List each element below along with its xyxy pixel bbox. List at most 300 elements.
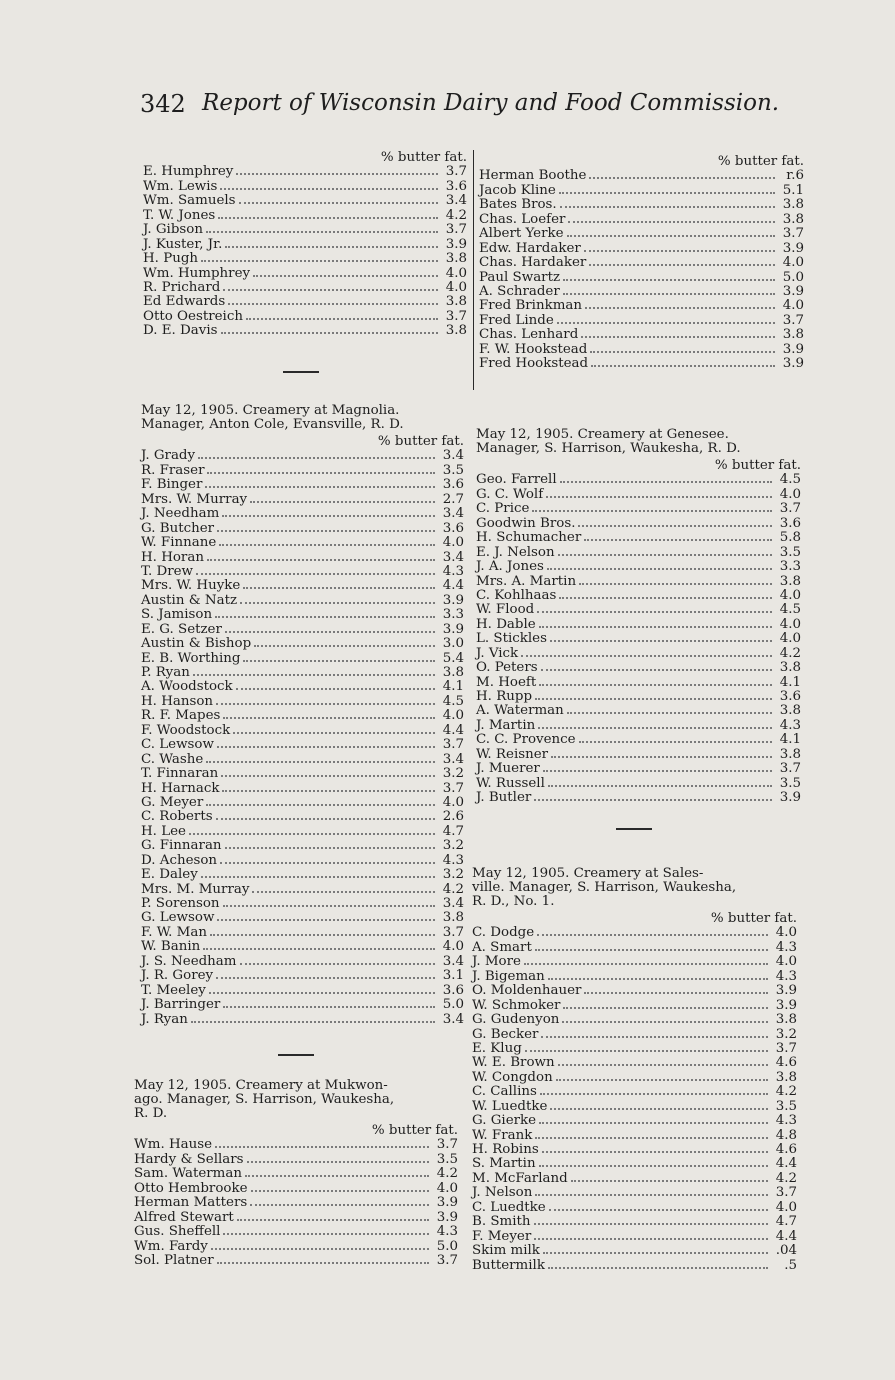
- table-row: [479, 227, 804, 241]
- section-divider: [278, 1054, 314, 1056]
- patron-name: J. Ryan: [141, 1011, 188, 1027]
- table-row: [472, 1128, 797, 1142]
- dot-leader: [541, 1036, 768, 1038]
- patron-name: F. Binger: [141, 477, 203, 493]
- patron-name: Fred Brinkman: [479, 298, 583, 314]
- patron-name: A. Woodstock: [141, 679, 233, 695]
- butter-fat-value: 3.4: [442, 448, 464, 464]
- dot-leader: [571, 1180, 768, 1182]
- column-rule: [473, 150, 474, 390]
- table-row: [472, 1085, 797, 1099]
- patron-name: M. Hoeft: [476, 674, 537, 690]
- patron-name: H. Lee: [141, 823, 186, 839]
- dot-leader: [254, 645, 435, 647]
- butter-fat-value: 4.0: [782, 298, 804, 314]
- patron-name: E. G. Setzer: [141, 621, 222, 637]
- butter-fat-value: 4.8: [775, 1127, 797, 1143]
- butter-fat-value: 3.7: [779, 501, 801, 517]
- butter-fat-value: 3.5: [442, 462, 464, 478]
- dot-leader: [221, 332, 439, 334]
- table-row: [141, 449, 464, 463]
- patron-name: W. Banin: [141, 939, 201, 955]
- patron-name: J. Martin: [476, 717, 536, 733]
- dot-leader: [535, 1137, 768, 1139]
- table-row: [141, 565, 464, 579]
- butter-fat-value: 3.8: [775, 1012, 797, 1028]
- table-left-top: [143, 151, 467, 338]
- table-row: [143, 252, 467, 266]
- dot-leader: [562, 1021, 768, 1023]
- butter-fat-value: 4.0: [775, 925, 797, 941]
- butter-fat-value: 4.0: [775, 1199, 797, 1215]
- table-row: [479, 328, 804, 342]
- butter-fat-value: 3.8: [779, 746, 801, 762]
- heading-line: Manager, Anton Cole, Evansville, R. D.: [141, 417, 404, 432]
- patron-name: C. Price: [476, 501, 530, 517]
- patron-name: M. McFarland: [472, 1170, 568, 1186]
- patron-name: Goodwin Bros.: [476, 515, 576, 531]
- table-row: [141, 796, 464, 810]
- butter-fat-value: 3.7: [775, 1040, 797, 1056]
- dot-leader: [237, 1219, 429, 1221]
- butter-fat-value: 2.7: [442, 491, 464, 507]
- column-header: % butter fat.: [714, 458, 801, 473]
- butter-fat-value: 4.1: [779, 674, 801, 690]
- butter-fat-value: 3.9: [436, 1195, 458, 1211]
- dot-leader: [245, 1175, 429, 1177]
- dot-leader: [191, 1021, 435, 1023]
- butter-fat-value: 3.9: [442, 592, 464, 608]
- patron-name: C. Kohlhaas: [476, 587, 557, 603]
- table-row: [476, 646, 801, 660]
- butter-fat-value: 4.0: [436, 1180, 458, 1196]
- patron-name: L. Stickles: [476, 631, 547, 647]
- patron-name: G. Gierke: [472, 1113, 537, 1129]
- patron-name: W. Reisner: [476, 746, 549, 762]
- table-row: [472, 1027, 797, 1041]
- heading-line: May 12, 1905. Creamery at Genesee.: [476, 427, 729, 442]
- dot-leader: [217, 530, 435, 532]
- dot-leader: [560, 206, 775, 208]
- dot-leader: [540, 1093, 768, 1095]
- patron-name: A. Waterman: [476, 703, 564, 719]
- butter-fat-value: 4.7: [775, 1214, 797, 1230]
- table-row: [143, 208, 467, 222]
- patron-name: R. Prichard: [143, 279, 221, 295]
- dot-leader: [216, 703, 435, 705]
- table-row: [476, 560, 801, 574]
- table-row: [476, 675, 801, 689]
- butter-fat-value: 3.9: [782, 283, 804, 299]
- section-heading: [141, 404, 464, 432]
- table-row: [143, 309, 467, 323]
- table-row: [476, 776, 801, 790]
- butter-fat-value: 4.0: [442, 708, 464, 724]
- dot-leader: [539, 684, 772, 686]
- table-row: [479, 299, 804, 313]
- dot-leader: [560, 481, 772, 483]
- table-row: [141, 536, 464, 550]
- patron-name: Mrs. A. Martin: [476, 573, 577, 589]
- table-row: [472, 1056, 797, 1070]
- butter-fat-value: 3.8: [442, 910, 464, 926]
- patron-name: Austin & Bishop: [141, 636, 252, 652]
- table-row: [141, 752, 464, 766]
- butter-fat-value: 3.7: [445, 308, 467, 324]
- dot-leader: [539, 1165, 768, 1167]
- table-row: [479, 313, 804, 327]
- patron-name: Sam. Waterman: [134, 1166, 242, 1182]
- table-row: [143, 281, 467, 295]
- patron-name: O. Moldenhauer: [472, 983, 582, 999]
- butter-fat-value: 4.5: [779, 472, 801, 488]
- patron-name: C. C. Provence: [476, 732, 576, 748]
- dot-leader: [543, 770, 772, 772]
- patron-name: J. Needham: [141, 506, 220, 522]
- dot-leader: [223, 1006, 435, 1008]
- table-row: [134, 1167, 458, 1181]
- butter-fat-value: 3.8: [782, 327, 804, 343]
- butter-fat-value: 4.2: [775, 1170, 797, 1186]
- patron-name: Herman Matters: [134, 1195, 248, 1211]
- butter-fat-value: 3.8: [775, 1069, 797, 1085]
- table-row: [143, 194, 467, 208]
- patron-name: W. Frank: [472, 1127, 533, 1143]
- butter-fat-value: 3.8: [779, 703, 801, 719]
- table-row: [472, 1244, 797, 1258]
- patron-name: Chas. Lenhard: [479, 327, 579, 343]
- butter-fat-value: 4.2: [445, 207, 467, 223]
- dot-leader: [222, 790, 435, 792]
- dot-leader: [559, 597, 772, 599]
- patron-name: E. B. Worthing: [141, 650, 241, 666]
- butter-fat-value: 3.9: [436, 1209, 458, 1225]
- table-row: [141, 478, 464, 492]
- table-row: [141, 983, 464, 997]
- patron-name: Skim milk: [472, 1243, 540, 1259]
- table-row: [479, 212, 804, 226]
- butter-fat-value: 3.8: [445, 294, 467, 310]
- butter-fat-value: 3.9: [782, 240, 804, 256]
- butter-fat-value: 3.9: [782, 341, 804, 357]
- butter-fat-value: 3.5: [436, 1151, 458, 1167]
- table-row: [134, 1138, 458, 1152]
- table-row: [141, 608, 464, 622]
- patron-name: D. Acheson: [141, 852, 218, 868]
- table-magnolia: [141, 404, 464, 1027]
- table-row: [472, 1042, 797, 1056]
- butter-fat-value: 4.0: [442, 939, 464, 955]
- dot-leader: [557, 322, 775, 324]
- butter-fat-value: 4.1: [779, 732, 801, 748]
- table-row: [476, 747, 801, 761]
- table-row: [476, 574, 801, 588]
- butter-fat-value: 4.0: [779, 587, 801, 603]
- patron-name: E. Humphrey: [143, 164, 234, 180]
- patron-name: J. More: [472, 954, 521, 970]
- dot-leader: [548, 1267, 768, 1269]
- dot-leader: [236, 173, 438, 175]
- patron-name: G. Becker: [472, 1026, 539, 1042]
- table-row: [134, 1196, 458, 1210]
- dot-leader: [541, 669, 772, 671]
- butter-fat-value: 4.2: [775, 1084, 797, 1100]
- dot-leader: [233, 732, 435, 734]
- butter-fat-value: 4.7: [442, 823, 464, 839]
- dot-leader: [581, 336, 775, 338]
- table-row: [472, 1114, 797, 1128]
- table-row: [143, 165, 467, 179]
- patron-name: Otto Oestreich: [143, 308, 243, 324]
- table-row: [472, 969, 797, 983]
- dot-leader: [584, 250, 775, 252]
- butter-fat-value: 3.4: [442, 953, 464, 969]
- dot-leader: [198, 457, 435, 459]
- butter-fat-value: 5.0: [436, 1238, 458, 1254]
- patron-name: J. Nelson: [472, 1185, 533, 1201]
- table-row: [472, 1258, 797, 1272]
- dot-leader: [579, 583, 772, 585]
- butter-fat-value: 4.0: [779, 631, 801, 647]
- dot-leader: [537, 611, 772, 613]
- dot-leader: [220, 188, 438, 190]
- patron-name: J. Bigeman: [472, 968, 545, 984]
- patron-name: E. J. Nelson: [476, 544, 555, 560]
- table-row: [476, 733, 801, 747]
- dot-leader: [206, 804, 435, 806]
- dot-leader: [216, 818, 435, 820]
- dot-leader: [218, 217, 438, 219]
- butter-fat-value: 3.7: [782, 312, 804, 328]
- butter-fat-value: 4.6: [775, 1142, 797, 1157]
- butter-fat-value: 3.5: [779, 544, 801, 560]
- patron-name: J. Grady: [141, 448, 196, 464]
- table-row: [479, 342, 804, 356]
- butter-fat-value: 3.8: [445, 323, 467, 339]
- patron-name: Mrs. W. Huyke: [141, 578, 241, 594]
- table-row: [472, 1200, 797, 1214]
- butter-fat-value: 4.0: [445, 279, 467, 295]
- butter-fat-value: 3.8: [779, 660, 801, 676]
- patron-name: G. Butcher: [141, 520, 215, 536]
- dot-leader: [240, 602, 435, 604]
- patron-name: Mrs. W. Murray: [141, 491, 248, 507]
- dot-leader: [250, 501, 435, 503]
- butter-fat-value: 3.4: [442, 549, 464, 565]
- dot-leader: [228, 303, 438, 305]
- butter-fat-value: 4.4: [442, 722, 464, 738]
- patron-name: Ed Edwards: [143, 294, 226, 310]
- table-row: [141, 839, 464, 853]
- butter-fat-value: 3.0: [442, 636, 464, 652]
- table-row: [476, 632, 801, 646]
- table-row: [141, 723, 464, 737]
- patron-name: Herman Boothe: [479, 168, 587, 184]
- patron-name: B. Smith: [472, 1214, 531, 1230]
- butter-fat-value: 4.0: [445, 265, 467, 281]
- dot-leader: [525, 1050, 768, 1052]
- table-row: [476, 791, 801, 805]
- table-row: [134, 1225, 458, 1239]
- patron-name: D. E. Davis: [143, 323, 218, 339]
- dot-leader: [547, 568, 772, 570]
- table-row: [141, 507, 464, 521]
- patron-name: E. Klug: [472, 1040, 522, 1056]
- butter-fat-value: 3.6: [442, 477, 464, 493]
- table-row: [141, 925, 464, 939]
- butter-fat-value: 3.8: [445, 251, 467, 267]
- butter-fat-value: 3.9: [775, 997, 797, 1013]
- patron-name: C. Lewsow: [141, 737, 214, 753]
- section-heading: [476, 428, 801, 456]
- patron-name: J. Barringer: [141, 997, 221, 1013]
- butter-fat-value: 3.7: [436, 1137, 458, 1153]
- dot-leader: [250, 1204, 429, 1206]
- table-genesee: [476, 428, 801, 805]
- dot-leader: [535, 1194, 768, 1196]
- heading-line: R. D., No. 1.: [472, 894, 555, 909]
- patron-name: H. Rupp: [476, 689, 533, 704]
- patron-name: Edw. Hardaker: [479, 240, 581, 256]
- table-row: [472, 1070, 797, 1084]
- column-header: % butter fat.: [377, 434, 464, 449]
- butter-fat-value: 4.3: [775, 939, 797, 955]
- patron-name: T. Finnaran: [141, 766, 219, 782]
- table-row: [479, 357, 804, 371]
- butter-fat-value: 3.7: [445, 164, 467, 180]
- table-row: [476, 690, 801, 704]
- table-row: [141, 882, 464, 896]
- patron-name: G. Gudenyon: [472, 1012, 560, 1028]
- table-row: [141, 694, 464, 708]
- table-row: [143, 295, 467, 309]
- table-row: [472, 1157, 797, 1171]
- butter-fat-value: 3.5: [775, 1098, 797, 1114]
- heading-line: R. D.: [134, 1106, 168, 1121]
- dot-leader: [225, 631, 435, 633]
- patron-name: A. Smart: [472, 939, 532, 955]
- dot-leader: [584, 992, 768, 994]
- patron-name: C. Dodge: [472, 925, 535, 941]
- table-row: [134, 1239, 458, 1253]
- butter-fat-value: 3.7: [442, 780, 464, 796]
- patron-name: C. Washe: [141, 751, 204, 767]
- butter-fat-value: 3.2: [442, 867, 464, 883]
- dot-leader: [205, 486, 435, 488]
- patron-name: Chas. Loefer: [479, 211, 566, 227]
- patron-name: Bates Bros.: [479, 197, 557, 213]
- dot-leader: [542, 1151, 768, 1153]
- butter-fat-value: 4.0: [442, 794, 464, 810]
- dot-leader: [546, 496, 772, 498]
- patron-name: F. W. Hookstead: [479, 341, 588, 357]
- table-row: [143, 237, 467, 251]
- table-row: [472, 955, 797, 969]
- dot-leader: [548, 785, 772, 787]
- table-row: [141, 853, 464, 867]
- dot-leader: [535, 949, 768, 951]
- dot-leader: [207, 559, 435, 561]
- dot-leader: [217, 1262, 429, 1264]
- butter-fat-value: 4.0: [779, 486, 801, 502]
- patron-name: Paul Swartz: [479, 269, 561, 285]
- butter-fat-value: 4.5: [779, 602, 801, 618]
- butter-fat-value: 3.7: [782, 226, 804, 242]
- patron-name: T. Drew: [141, 563, 193, 579]
- dot-leader: [550, 1108, 768, 1110]
- dot-leader: [203, 948, 435, 950]
- dot-leader: [579, 741, 772, 743]
- patron-name: H. Hanson: [141, 693, 214, 709]
- dot-leader: [215, 1146, 429, 1148]
- dot-leader: [563, 1007, 768, 1009]
- dot-leader: [558, 554, 772, 556]
- table-row: [472, 1013, 797, 1027]
- table-right-top: [479, 155, 804, 371]
- dot-leader: [215, 616, 435, 618]
- patron-name: Otto Hembrooke: [134, 1180, 248, 1196]
- dot-leader: [521, 655, 772, 657]
- dot-leader: [584, 539, 772, 541]
- patron-name: S. Jamison: [141, 607, 213, 623]
- butter-fat-value: 3.2: [442, 838, 464, 854]
- patron-name: C. Luedtke: [472, 1199, 546, 1215]
- heading-line: May 12, 1905. Creamery at Magnolia.: [141, 403, 400, 418]
- heading-line: Manager, S. Harrison, Waukesha, R. D.: [476, 441, 741, 456]
- dot-leader: [211, 1248, 429, 1250]
- table-row: [141, 738, 464, 752]
- page-number: 342: [140, 90, 186, 118]
- butter-fat-value: 3.9: [445, 236, 467, 252]
- dot-leader: [219, 544, 435, 546]
- section-divider: [283, 371, 319, 373]
- dot-leader: [549, 1209, 768, 1211]
- butter-fat-value: 3.7: [442, 737, 464, 753]
- dot-leader: [563, 293, 775, 295]
- table-row: [476, 762, 801, 776]
- butter-fat-value: 5.4: [442, 650, 464, 666]
- table-row: [472, 1143, 797, 1157]
- table-row: [476, 545, 801, 559]
- table-row: [476, 531, 801, 545]
- dot-leader: [236, 688, 435, 690]
- dot-leader: [206, 231, 438, 233]
- table-row: [141, 940, 464, 954]
- patron-name: J. Muerer: [476, 761, 540, 777]
- table-row: [143, 223, 467, 237]
- dot-leader: [567, 235, 775, 237]
- patron-name: G. C. Wolf: [476, 486, 544, 502]
- butter-fat-value: 3.8: [779, 573, 801, 589]
- patron-name: G. Meyer: [141, 794, 204, 810]
- table-row: [476, 589, 801, 603]
- dot-leader: [558, 1064, 768, 1066]
- table-row: [479, 256, 804, 270]
- dot-leader: [201, 260, 438, 262]
- table-row: [134, 1210, 458, 1224]
- butter-fat-value: 3.7: [445, 222, 467, 238]
- butter-fat-value: 5.0: [442, 997, 464, 1013]
- table-row: [479, 198, 804, 212]
- dot-leader: [585, 307, 775, 309]
- dot-leader: [538, 727, 772, 729]
- patron-name: W. Luedtke: [472, 1098, 548, 1114]
- table-row: [472, 998, 797, 1012]
- butter-fat-value: 3.9: [775, 983, 797, 999]
- butter-fat-value: .04: [775, 1243, 797, 1259]
- patron-name: Fred Linde: [479, 312, 554, 328]
- patron-name: Wm. Lewis: [143, 178, 218, 194]
